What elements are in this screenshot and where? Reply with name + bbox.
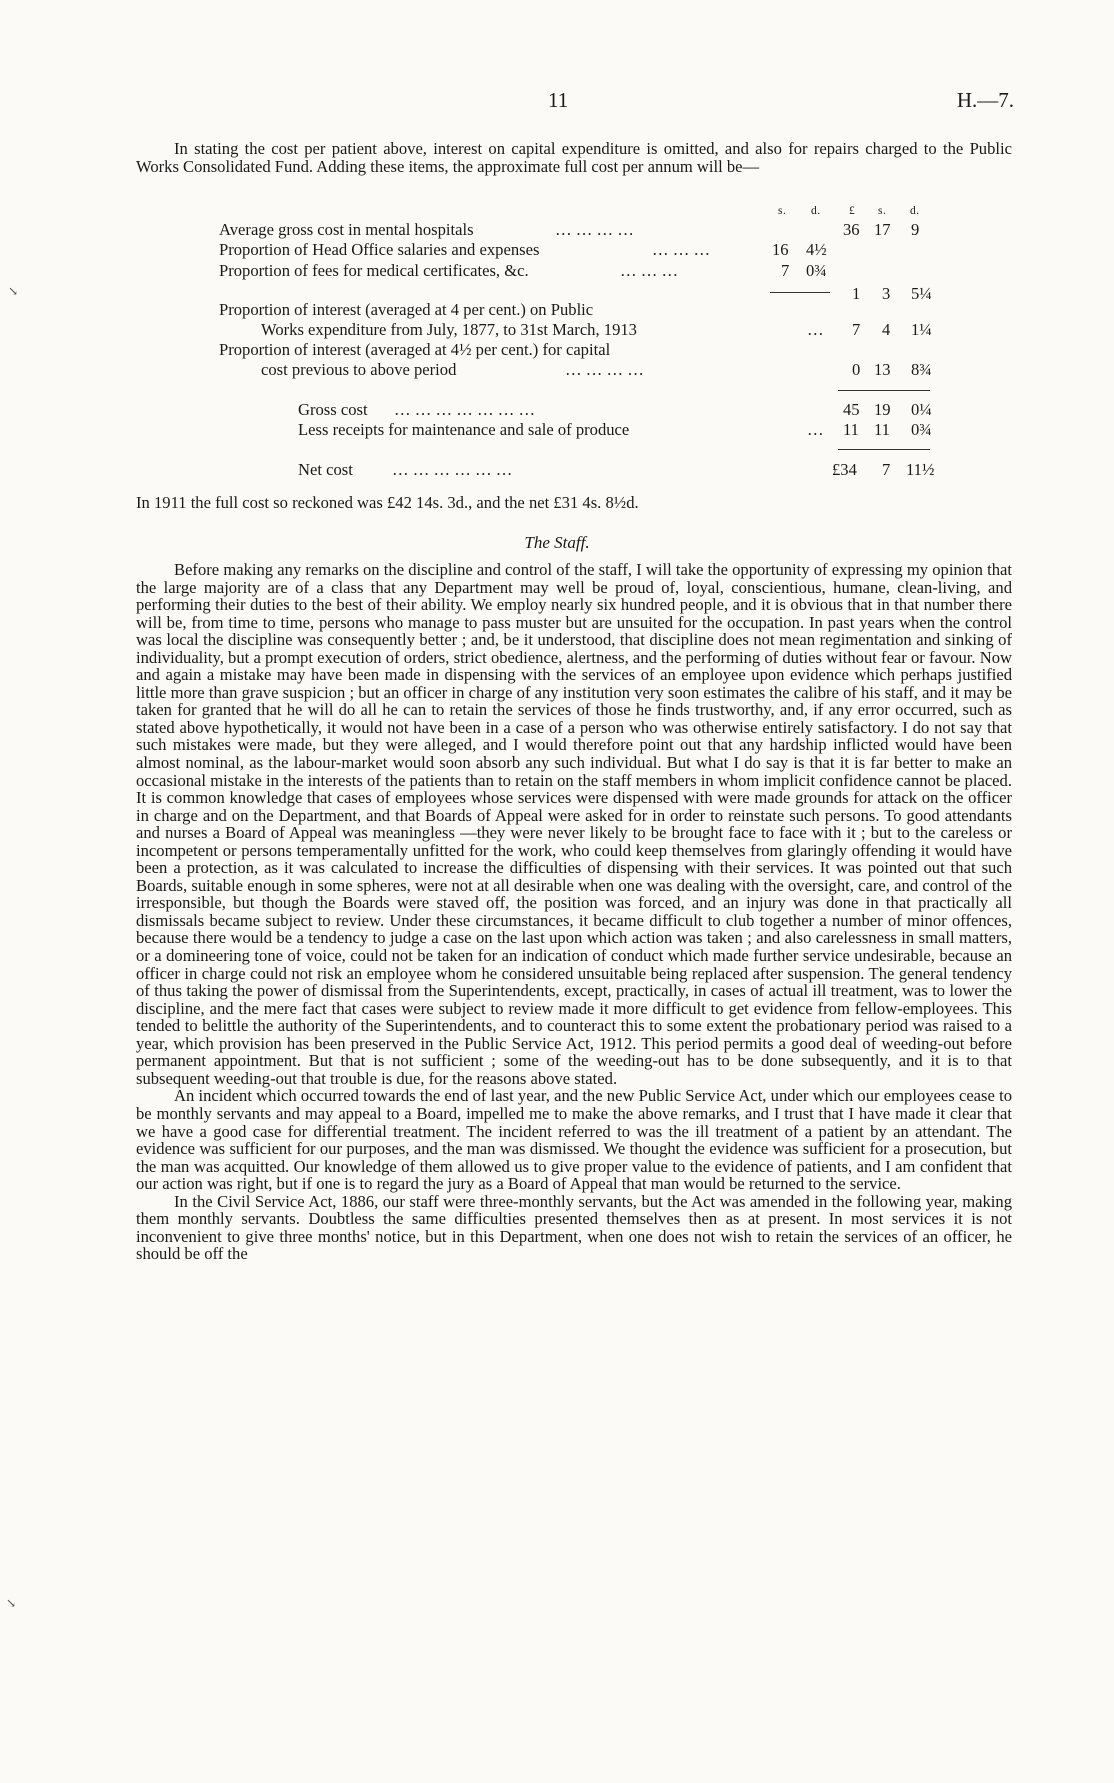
row-interest-capital-s: 13: [874, 360, 891, 379]
row-net-label: Net cost: [298, 460, 353, 479]
row-net-s: 7: [882, 460, 891, 479]
row-interest-capital-pounds: 0: [852, 360, 861, 379]
row-fees-d: 0¾: [806, 261, 827, 280]
row-interest-public-label-1: Proportion of interest (averaged at 4 per cent.) on Public: [219, 300, 594, 319]
row-gross-d: 0¼: [911, 400, 932, 419]
gross-rule: [838, 390, 930, 391]
col-header-d1: d.: [811, 205, 821, 217]
row-fees-dots: … … …: [620, 261, 679, 280]
row-interest-capital-d: 8¾: [911, 360, 932, 379]
subtotal-rule: [770, 292, 830, 293]
row-fees-label: Proportion of fees for medical certificates, &c.: [219, 261, 529, 280]
row-receipts-s: 11: [874, 420, 890, 439]
row-interest-public-label-2: Works expenditure from July, 1877, to 31st March, 1913: [261, 320, 637, 339]
row-net-d: 11½: [906, 460, 935, 479]
row-interest-public-pounds: 7: [852, 320, 861, 339]
row-avg-gross-label: Average gross cost in mental hospitals: [219, 220, 474, 239]
intro-paragraph: In stating the cost per patient above, interest on capital expenditure is omitted, and also for repairs charged to the Public Works Consolidated Fund. Adding these items, the approximate full cost per annum will be—: [136, 139, 1012, 177]
page-number: 11: [548, 88, 569, 112]
row-avg-gross-d: 9: [911, 220, 920, 239]
document-reference: H.—7.: [956, 88, 1014, 112]
row-gross-label: Gross cost: [298, 400, 368, 419]
row-fees-subtotal-pounds: 1: [852, 284, 861, 303]
staff-section-body: [136, 561, 1012, 1263]
col-header-pounds: £: [849, 205, 856, 217]
summary-line: In 1911 the full cost so reckoned was £42 14s. 3d., and the net £31 4s. 8½d.: [136, 493, 639, 512]
row-avg-gross-pounds: 36: [843, 220, 860, 239]
row-gross-s: 19: [874, 400, 891, 419]
row-receipts-label: Less receipts for maintenance and sale of produce: [298, 420, 630, 439]
row-receipts-dots: …: [807, 420, 824, 439]
scan-mark: ↘: [8, 284, 19, 298]
paragraph: Before making any remarks on the discipline and control of the staff, I will take the opportunity of expressing my opinion that the large majority are of a class that any Department may well be proud of, loyal, conscientious, humane, clean-living, and performing their duties to the best of their ability. We employ nearly six hundred people, and it is obvious that in that number there will be, from time to time, persons who manage to pass muster but are unsuited for the occupation. In past years when the control was local the discipline was consequently better ; and, be it understood, that discipline does not mean regimentation and sinking of individuality, but a prompt execution of orders, strict obedience, alertness, and the performing of duties without fear or favour. Now and again a mistake may have been made in dispensing with the services of an employee upon evidence which perhaps justified little more than grave suspicion ; but an officer in charge of any institution very soon estimates the calibre of his staff, and it may be taken for granted that he will do all he can to retain the services of those he finds trustworthy, and, if any error occurred, such as stated above hypothetically, it would not have been in a case of a person who was otherwise entirely satisfactory. I do not say that such mistakes were made, but they were alleged, and I would therefore point out that any hardship inflicted would have been almost nominal, as the labour-market would soon absorb any such individual. But what I do say is that it is far better to make an occasional mistake in the interests of the patients than to retain on the staff members in whom implicit confidence cannot be placed. It is common knowledge that cases of employees whose services were dispensed with were made grounds for attack on the officer in charge and on the Department, and that Boards of Appeal were asked for in order to reinstate such persons. To good attendants and nurses a Board of Appeal was meaningless —they were never likely to be brought face to face with it ; but to the careless or incompetent or persons temperamentally unfitted for the work, who could keep themselves from glaringly offending it would have been a protection, as it was calculated to increase the difficulties of dispensing with their services. It was pointed out that such Boards, suitable enough in some spheres, were not at all desirable when one was dealing with the oversight, care, and control of the irresponsible, but though the Boards were staved off, the position was forced, and an injury was done in that practically all dismissals became subject to review. Under these circumstances, it became difficult to club together a number of minor offences, because there would be a tendency to judge a case on the last upon which action was taken ; and also carelessness in small matters, or a domineering tone of voice, could not be taken for an indication of conduct which made further service undesirable, because an officer in charge could not risk an employee whom he considered unsuitable being replaced after suspension. The general tendency of thus taking the power of dismissal from the Superintendents, except, practically, in cases of actual ill treatment, was to lower the discipline, and the mere fact that cases were subject to review made it more difficult to get evidence from fellow-employees. This tended to belittle the authority of the Superintendents, and to counteract this to some extent the probationary period was raised to a year, which provision has been preserved in the Public Service Act, 1912. This period permits a good deal of weeding-out before permanent appointment. But that is not sufficient ; some of the weeding-out has to be done subsequently, and it is to that subsequent weeding-out that trouble is due, for the reasons above stated.: [136, 560, 1012, 1088]
page-header: [0, 88, 1114, 118]
row-head-office-label: Proportion of Head Office salaries and expenses: [219, 240, 540, 259]
row-receipts-pounds: 11: [843, 420, 859, 439]
row-gross-dots: … … … … … … …: [394, 400, 536, 419]
col-header-d2: d.: [910, 205, 920, 217]
row-head-office-dots: … … …: [652, 240, 711, 259]
col-header-s2: s.: [878, 205, 887, 217]
row-interest-public-s: 4: [882, 320, 891, 339]
row-fees-subtotal-d: 5¼: [911, 284, 932, 303]
row-interest-public-dots: …: [807, 320, 824, 339]
row-avg-gross-dots: … … … …: [555, 220, 634, 239]
row-fees-subtotal-s: 3: [882, 284, 891, 303]
paragraph: An incident which occurred towards the end of last year, and the new Public Service Act, under which our employees cease to be monthly servants and may appeal to a Board, impelled me to make the above remarks, and I trust that I have made it clear that we have a good case for differential treatment. The incident referred to was the ill treatment of a patient by an attendant. The evidence was sufficient for our purposes, and the man was dismissed. We thought the evidence was sufficient for a prosecution, but the man was acquitted. Our knowledge of them allowed us to give proper value to the evidence of patients, and I am confident that our action was right, but if one is to regard the jury as a Board of Appeal that man would be returned to the service.: [136, 1086, 1012, 1194]
row-interest-capital-label-2: cost previous to above period: [261, 360, 457, 379]
scan-mark: ↘: [6, 1596, 17, 1610]
net-rule: [838, 449, 930, 450]
row-receipts-d: 0¾: [911, 420, 932, 439]
section-heading: The Staff.: [524, 533, 590, 552]
row-net-pounds: £34: [832, 460, 857, 479]
row-head-office-d: 4½: [806, 240, 827, 259]
col-header-s1: s.: [778, 205, 787, 217]
row-avg-gross-s: 17: [874, 220, 891, 239]
row-fees-s: 7: [781, 261, 790, 280]
row-interest-capital-label-1: Proportion of interest (averaged at 4½ per cent.) for capital: [219, 340, 611, 359]
row-gross-pounds: 45: [843, 400, 860, 419]
row-head-office-s: 16: [772, 240, 789, 259]
row-interest-public-d: 1¼: [911, 320, 932, 339]
row-net-dots: … … … … … …: [392, 460, 513, 479]
paragraph: In the Civil Service Act, 1886, our staff were three-monthly servants, but the Act was amended in the following year, making them monthly servants. Doubtless the same difficulties presented themselves then as at present. In most services it is not inconvenient to give three months' notice, but in this Department, when one does not wish to retain the services of an officer, he should be off the: [136, 1191, 1012, 1264]
row-interest-capital-dots: … … … …: [565, 360, 644, 379]
